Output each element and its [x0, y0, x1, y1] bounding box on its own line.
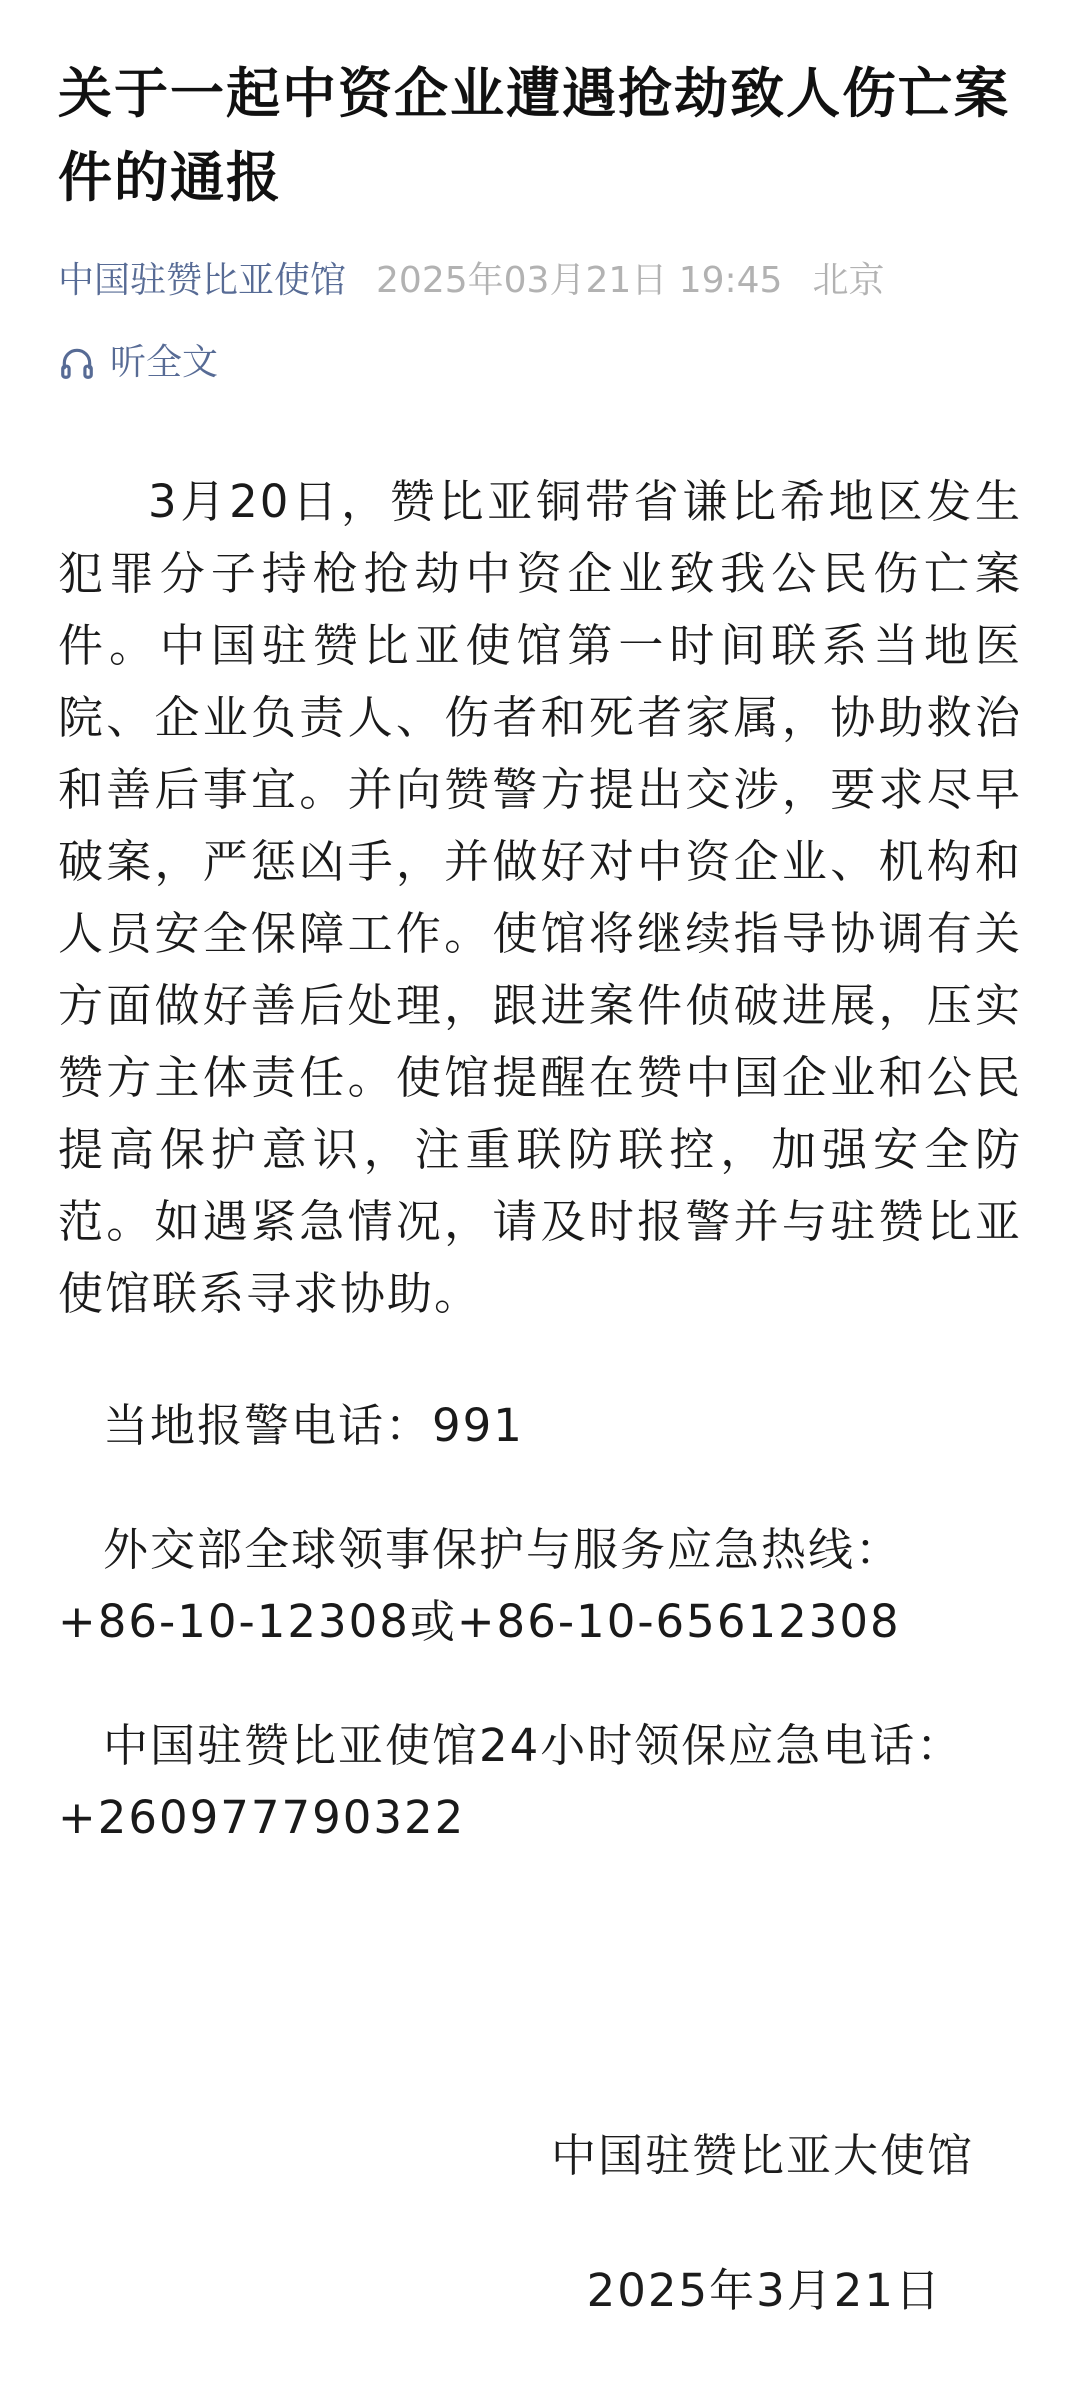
publish-datetime: 2025年03月21日 19:45: [376, 260, 783, 301]
ministry-hotline-label: 外交部全球领事保护与服务应急热线：: [103, 1523, 903, 1576]
signature: 中国驻赞比亚大使馆: [550, 2129, 974, 2182]
article-meta: [58, 256, 1022, 306]
embassy-hotline-number: +260977790322: [58, 1791, 466, 1844]
listen-full-text-button[interactable]: [58, 338, 1022, 388]
embassy-hotline-label: 中国驻赞比亚使馆24小时领保应急电话：: [103, 1719, 964, 1772]
police-hotline-text: 当地报警电话：991: [103, 1399, 524, 1452]
publish-location: 北京: [812, 260, 885, 301]
listen-label: 听全文: [110, 342, 219, 383]
headphones-icon: [58, 344, 96, 382]
article-body: 3月20日，赞比亚铜带省谦比希地区发生犯罪分子持枪抢劫中资企业致我公民伤亡案件。中国驻赞比亚使馆第一时间联系当地医院、企业负责人、伤者和死者家属，协助救治和善后事宜。并向赞警方提出交涉，要求尽早破案，严惩凶手，并做好对中资企业、机构和人员安全保障工作。使馆将继续指导协调有关方面做好善后处理，跟进案件侦破进展，压实赞方主体责任。使馆提醒在赞中国企业和公民提高保护意识，注重联防联控，加强安全防范。如遇紧急情况，请及时报警并与驻赞比亚使馆联系寻求协助。: [58, 475, 1022, 1320]
ministry-hotline-number: +86-10-12308或+86-10-65612308: [58, 1595, 901, 1648]
police-hotline: [58, 1390, 1022, 1462]
article-title: 关于一起中资企业遭遇抢劫致人伤亡案件的通报: [58, 62, 1010, 209]
account-name-link[interactable]: 中国驻赞比亚使馆: [58, 260, 347, 301]
embassy-hotline: [58, 1710, 1022, 1854]
ministry-hotline: [58, 1514, 1022, 1658]
signature-date: 2025年3月21日: [586, 2264, 942, 2317]
